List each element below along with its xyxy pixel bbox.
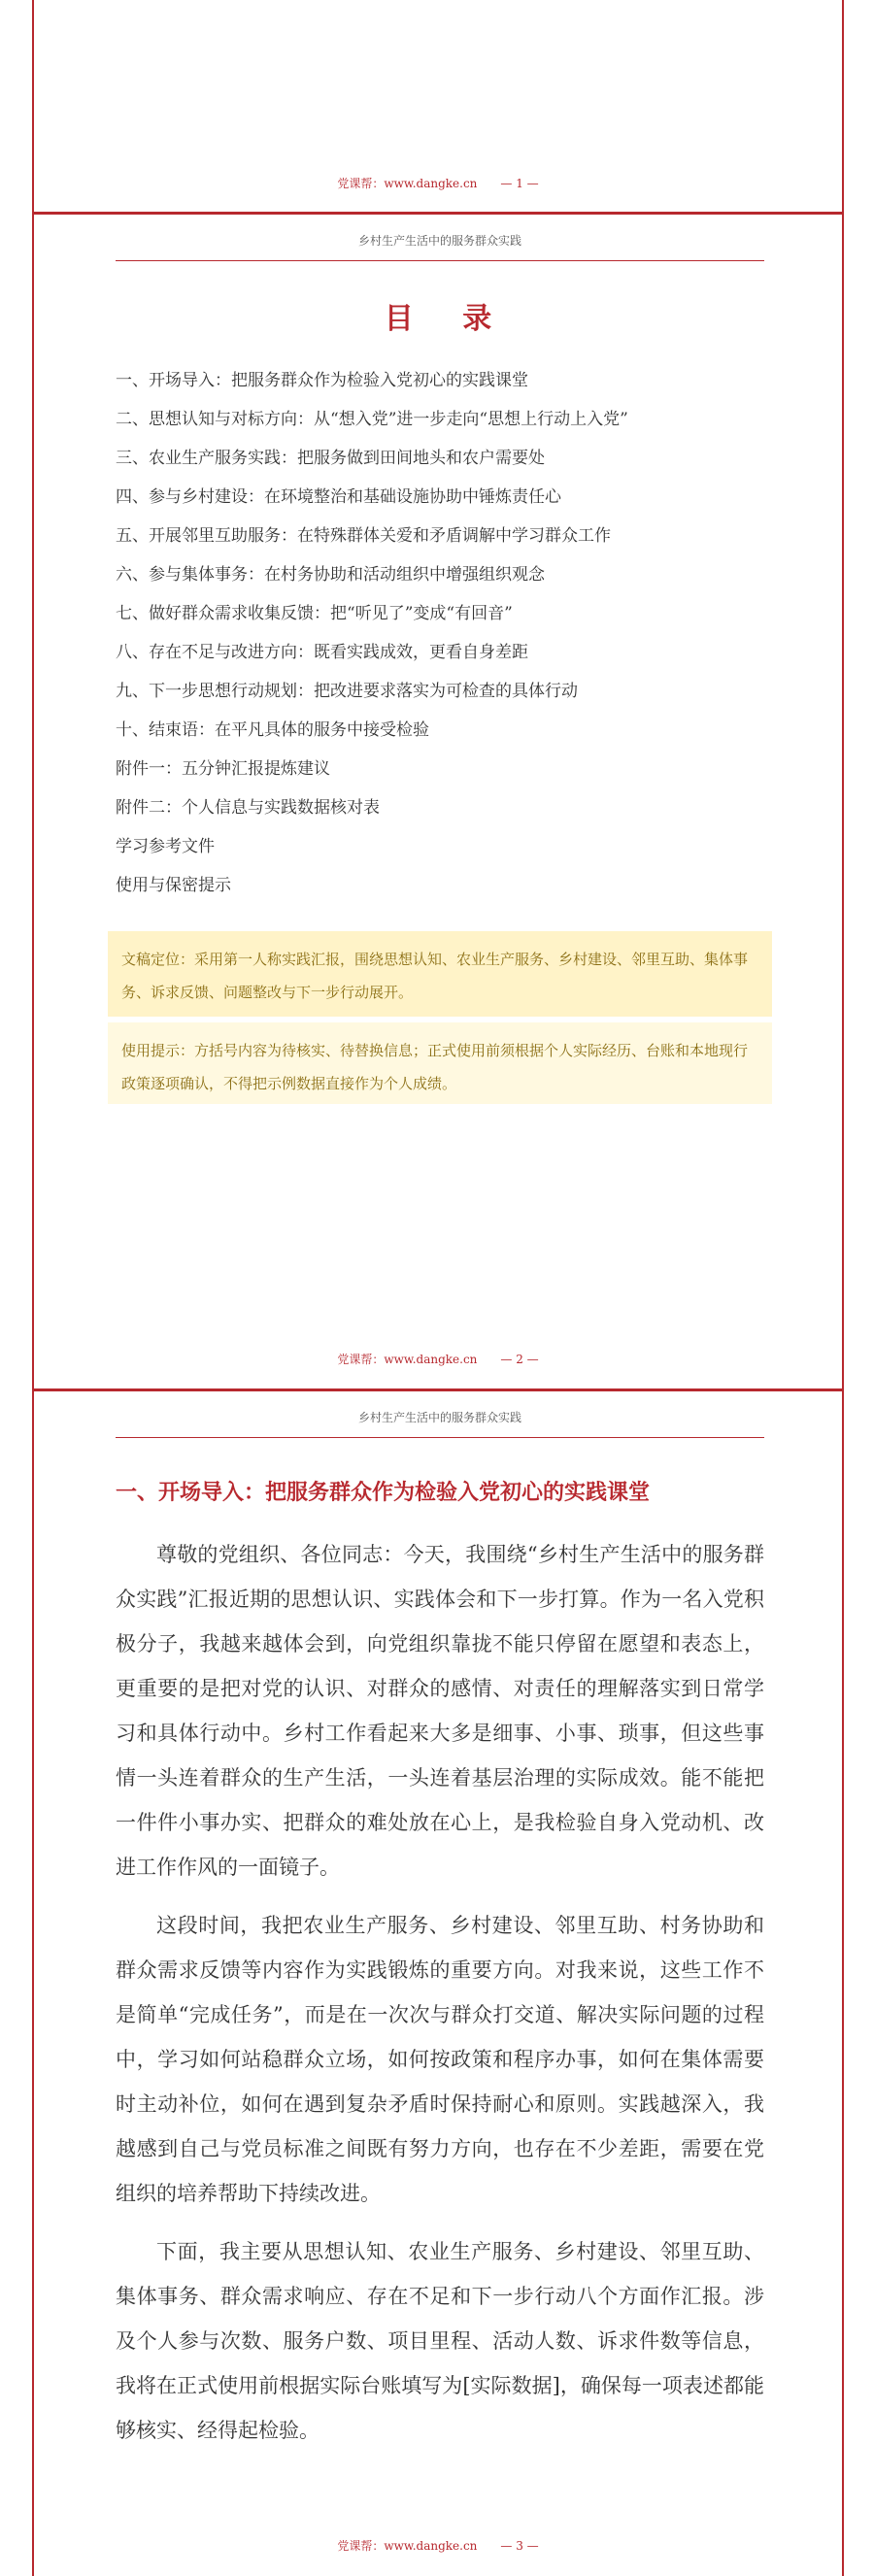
footer-site: 党课帮：www.dangke.cn — [337, 177, 478, 190]
running-header: 乡村生产生活中的服务群众实践 — [116, 232, 764, 261]
body-paragraph: 尊敬的党组织、各位同志：今天，我围绕“乡村生产生活中的服务群众实践”汇报近期的思想认识、实践体会和下一步打算。作为一名入党积极分子，我越来越体会到，向党组织靠拢不能只停留在愿望和表态上，更重要的是把对党的认识、对群众的感情、对责任的理解落实到日常学习和具体行动中。乡村工作看起来大多是细事、小事、琐事，但这些事情一头连着群众的生产生活，一头连着基层治理的实际成效。能不能把一件件小事办实、把群众的难处放在心上，是我检验自身入党动机、改进工作作风的一面镜子。 — [116, 1543, 764, 1879]
section-body — [116, 1532, 764, 2466]
toc-item[interactable]: 使用与保密提示 — [116, 876, 231, 895]
toc-item[interactable]: 五、开展邻里互助服务：在特殊群体关爱和矛盾调解中学习群众工作 — [116, 526, 611, 546]
footer-site: 党课帮：www.dangke.cn — [337, 1353, 478, 1366]
toc-title: 目 录 — [384, 302, 512, 336]
usage-note: 使用提示：方括号内容为待核实、待替换信息；正式使用前须根据个人实际经历、台账和本地现行政策逐项确认，不得把示例数据直接作为个人成绩。 — [108, 1022, 772, 1104]
section-title: 一、开场导入：把服务群众作为检验入党初心的实践课堂 — [116, 1481, 651, 1505]
page-2-toc — [32, 212, 844, 1388]
toc-item[interactable]: 附件二：个人信息与实践数据核对表 — [116, 798, 380, 818]
toc-item[interactable]: 九、下一步思想行动规划：把改进要求落实为可检查的具体行动 — [116, 682, 578, 701]
footer-site: 党课帮：www.dangke.cn — [337, 2539, 478, 2553]
toc-item[interactable]: 八、存在不足与改进方向：既看实践成效，更看自身差距 — [116, 643, 528, 662]
toc-list — [116, 365, 764, 909]
toc-item[interactable]: 六、参与集体事务：在村务协助和活动组织中增强组织观念 — [116, 565, 545, 585]
page-footer — [34, 175, 842, 191]
page-number: — 2 — — [500, 1353, 539, 1366]
page-1 — [32, 0, 844, 212]
body-paragraph: 下面，我主要从思想认知、农业生产服务、乡村建设、邻里互助、集体事务、群众需求响应、存在不足和下一步行动八个方面作汇报。涉及个人参与次数、服务户数、项目里程、活动人数、诉求件数等信息，我将在正式使用前根据实际台账填写为[实际数据]，确保每一项表述都能够核实、经得起检验。 — [116, 2240, 764, 2442]
body-paragraph: 这段时间，我把农业生产服务、乡村建设、邻里互助、村务协助和群众需求反馈等内容作为实践锻炼的重要方向。对我来说，这些工作不是简单“完成任务”，而是在一次次与群众打交道、解决实际问题的过程中，学习如何站稳群众立场，如何按政策和程序办事，如何在集体需要时主动补位，如何在遇到复杂矛盾时保持耐心和原则。实践越深入，我越感到自己与党员标准之间既有努力方向，也存在不少差距，需要在党组织的培养帮助下持续改进。 — [116, 1914, 764, 2205]
page-footer — [34, 2537, 842, 2554]
toc-item[interactable]: 二、思想认知与对标方向：从“想入党”进一步走向“思想上行动上入党” — [116, 410, 628, 429]
page-3-section-1 — [32, 1388, 844, 2576]
page-footer — [34, 1351, 842, 1367]
positioning-note: 文稿定位：采用第一人称实践汇报，围绕思想认知、农业生产服务、乡村建设、邻里互助、集体事务、诉求反馈、问题整改与下一步行动展开。 — [108, 931, 772, 1017]
toc-item[interactable]: 七、做好群众需求收集反馈：把“听见了”变成“有回音” — [116, 604, 513, 623]
toc-item[interactable]: 附件一：五分钟汇报提炼建议 — [116, 759, 330, 779]
toc-item[interactable]: 学习参考文件 — [116, 837, 215, 856]
page-number: — 1 — — [500, 177, 539, 190]
running-header: 乡村生产生活中的服务群众实践 — [116, 1409, 764, 1438]
toc-item[interactable]: 四、参与乡村建设：在环境整治和基础设施协助中锤炼责任心 — [116, 487, 561, 507]
toc-item[interactable]: 十、结束语：在平凡具体的服务中接受检验 — [116, 720, 429, 740]
toc-item[interactable]: 三、农业生产服务实践：把服务做到田间地头和农户需要处 — [116, 449, 545, 468]
toc-item[interactable]: 一、开场导入：把服务群众作为检验入党初心的实践课堂 — [116, 371, 528, 390]
page-number: — 3 — — [500, 2539, 539, 2553]
